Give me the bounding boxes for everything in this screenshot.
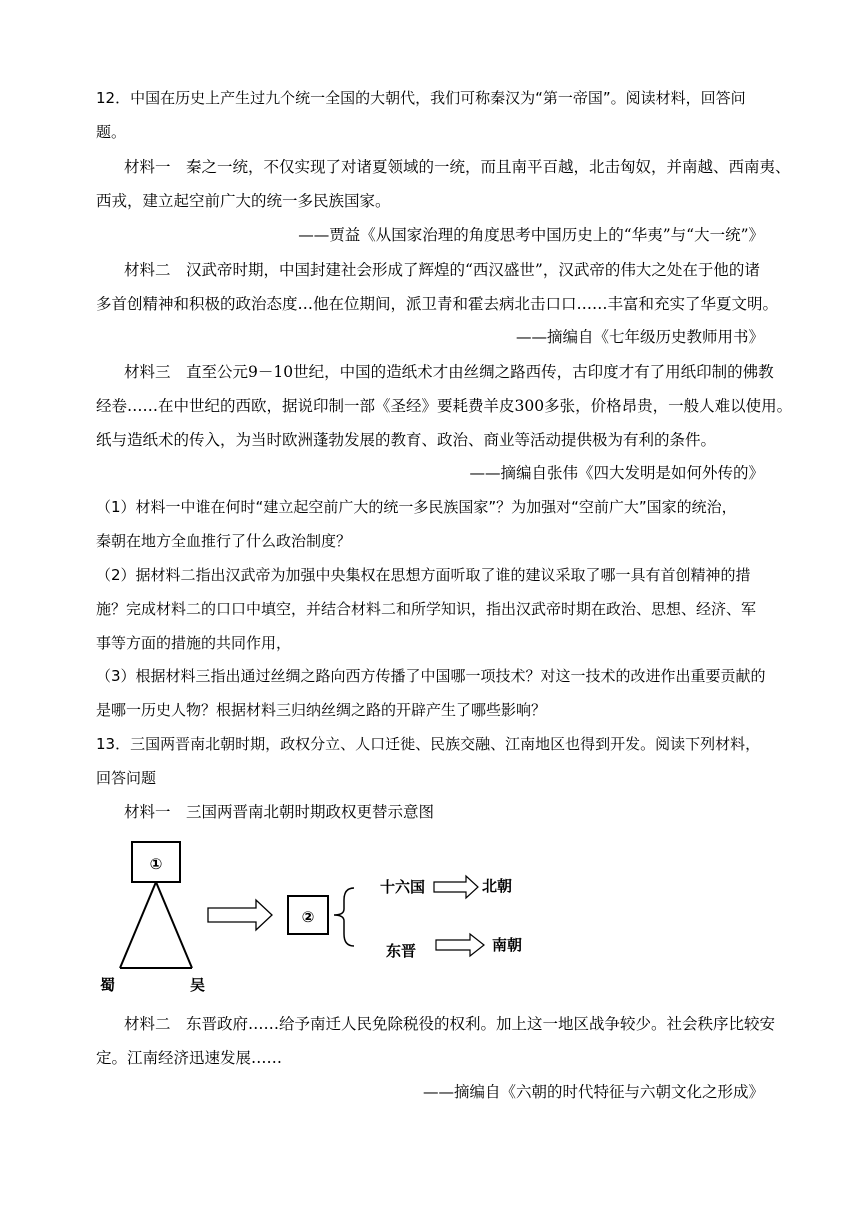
q12-material-2-line-1: 材料二 汉武帝时期，中国封建社会形成了辉煌的“西汉盛世”，汉武帝的伟大之处在于他的诸 [124,261,760,279]
q12-subquestion-2-line-2: 施？完成材料二的口口中填空，并结合材料二和所学知识，指出汉武帝时期在政治、思想、经济、军 [96,600,757,618]
q12-material-1-line-2: 西戎，建立起空前广大的统一多民族国家。 [96,192,391,210]
right-bottom-label: 吴 [190,976,206,994]
upper-branch-label: 十六国 [380,878,426,896]
upper-arrow-icon [434,876,478,898]
q13-material-2-source: ——摘编自《六朝的时代特征与六朝文化之形成》 [422,1083,764,1101]
q12-subquestion-3-line-2: 是哪一历史人物？根据材料三归纳丝绸之路的开辟产生了哪些影响？ [96,701,547,719]
q12-material-2-source: ——摘编自《七年级历史教师用书》 [515,328,764,346]
left-bottom-label: 蜀 [100,976,116,994]
triangle-left-edge [120,882,156,968]
main-arrow-icon [208,900,272,930]
regime-succession-diagram [96,838,536,998]
q12-subquestion-1-line-2: 秦朝在地方全血推行了什么政治制度？ [96,532,352,550]
q13-material-2-line-1: 材料二 东晋政府……给予南迁人民免除税役的权利。加上这一地区战争较少。社会秩序比较安 [124,1015,776,1033]
box-2-label: ② [301,908,315,926]
q12-material-1-line-1: 材料一 秦之一统，不仅实现了对诸夏领域的一统，而且南平百越，北击匈奴，并南越、西南夷、 [124,158,791,176]
q12-subquestion-3-line-1: （3）根据材料三指出通过丝绸之路向西方传播了中国哪一项技术？对这一技术的改进作出重要贡献的 [96,667,766,685]
q12-material-3-line-3: 纸与造纸术的传入，为当时欧洲蓬勃发展的教育、政治、商业等活动提供极为有利的条件。 [96,431,717,449]
q12-material-1-source: ——贾益《从国家治理的角度思考中国历史上的“华夷”与“大一统”》 [298,226,764,244]
q13-material-2-line-2: 定。江南经济迅速发展…… [96,1049,283,1067]
lower-arrow-icon [436,934,484,956]
lower-result-label: 南朝 [492,936,523,954]
upper-result-label: 北朝 [482,877,513,895]
q12-material-3-line-2: 经卷……在中世纪的西欧，据说印制一部《圣经》要耗费羊皮300多张，价格昂贵，一般人难以使用。 [96,397,793,415]
box-1-label: ① [149,855,163,873]
q12-material-3-source: ——摘编自张伟《四大发明是如何外传的》 [469,464,764,482]
triangle-right-edge [156,882,192,968]
lower-branch-label: 东晋 [386,942,417,960]
q12-stem-line-2: 题。 [96,123,127,141]
q13-material-1-title: 材料一 三国两晋南北朝时期政权更替示意图 [124,803,435,821]
q12-subquestion-2-line-3: 事等方面的措施的共同作用， [96,634,292,652]
q12-subquestion-1-line-1: （1）材料一中谁在何时“建立起空前广大的统一多民族国家”？为加强对“空前广大”国家的统治， [96,498,737,516]
q12-material-2-line-2: 多首创精神和积极的政治态度…他在位期间，派卫青和霍去病北击口口……丰富和充实了华夏文明。 [96,295,779,313]
q12-material-3-line-1: 材料三 直至公元9－10世纪，中国的造纸术才由丝绸之路西传，古印度才有了用纸印制的佛教 [124,363,774,381]
brace [334,888,354,946]
q13-stem-line-2: 回答问题 [96,769,157,787]
q12-subquestion-2-line-1: （2）据材料二指出汉武帝为加强中央集权在思想方面听取了谁的建议采取了哪一具有首创精神的措 [96,566,751,584]
q12-stem-line-1: 12．中国在历史上产生过九个统一全国的大朝代，我们可称秦汉为“第一帝国”。阅读材料，回答问 [96,89,746,107]
q13-stem-line-1: 13．三国两晋南北朝时期，政权分立、人口迁徙、民族交融、江南地区也得到开发。阅读下列材料， [96,735,761,753]
